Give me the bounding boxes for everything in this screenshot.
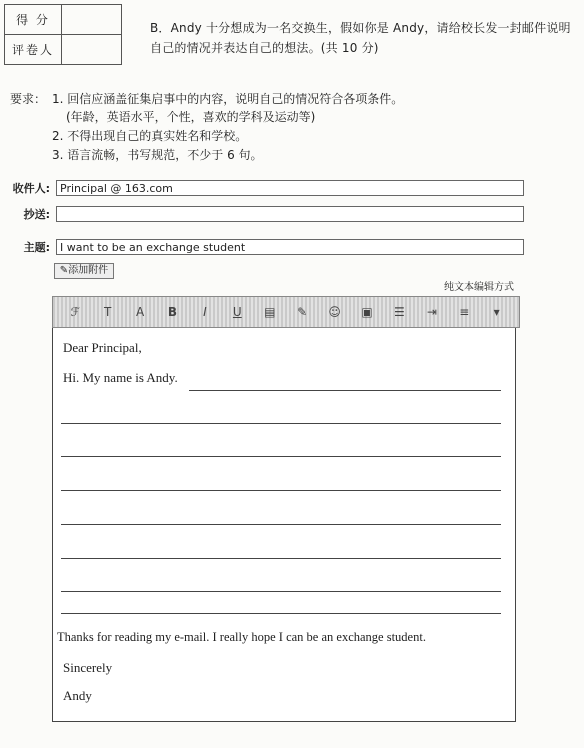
writing-line[interactable] bbox=[61, 558, 501, 559]
letter-first-line: Hi. My name is Andy. bbox=[63, 370, 178, 385]
attach-label: 添加附件 bbox=[68, 265, 109, 276]
grader-cell[interactable] bbox=[62, 35, 122, 65]
to-label: 收件人: bbox=[12, 182, 50, 195]
bold-icon[interactable]: B bbox=[167, 305, 178, 319]
font-color-icon[interactable]: A bbox=[135, 305, 145, 319]
font-icon[interactable]: ℱ bbox=[70, 305, 80, 319]
writing-line[interactable] bbox=[61, 613, 501, 614]
writing-line[interactable] bbox=[61, 490, 501, 491]
score-cell[interactable] bbox=[62, 5, 122, 35]
letter-sign-off: Sincerely bbox=[63, 660, 113, 675]
emoji-icon[interactable]: ☺ bbox=[328, 305, 341, 319]
writing-line[interactable] bbox=[61, 423, 501, 424]
subject-label: 主题: bbox=[23, 241, 50, 254]
plain-text-mode-link[interactable]: 纯文本编辑方式 bbox=[444, 282, 514, 293]
score-table bbox=[4, 4, 122, 65]
align-icon[interactable]: ≡ bbox=[459, 305, 470, 319]
cc-field[interactable] bbox=[56, 206, 524, 222]
writing-line[interactable] bbox=[61, 591, 501, 592]
writing-line[interactable] bbox=[189, 390, 501, 391]
task-instructions: B．Andy 十分想成为一名交换生，假如你是 Andy，请给校长发一封邮件说明自己的情况并表达自己的想法。(共 10 分) bbox=[150, 21, 571, 55]
highlight-icon[interactable]: ▤ bbox=[264, 305, 276, 319]
to-field[interactable]: Principal @ 163.com bbox=[56, 180, 524, 196]
score-label: 得 分 bbox=[5, 5, 62, 35]
cc-label: 抄送: bbox=[23, 208, 50, 221]
writing-line[interactable] bbox=[61, 524, 501, 525]
grader-label: 评卷人 bbox=[5, 35, 62, 65]
requirement-2: 2. 不得出现自己的真实姓名和学校。 bbox=[52, 129, 248, 143]
pen-icon[interactable]: ✎ bbox=[297, 305, 308, 319]
indent-icon[interactable]: ⇥ bbox=[426, 305, 437, 319]
font-size-icon[interactable]: T bbox=[103, 305, 112, 319]
requirements-label: 要求： bbox=[10, 92, 47, 106]
more-icon[interactable]: ▾ bbox=[493, 305, 500, 319]
italic-icon[interactable]: I bbox=[203, 305, 207, 319]
email-body-editor[interactable] bbox=[52, 328, 516, 722]
letter-signature: Andy bbox=[63, 688, 92, 703]
writing-line[interactable] bbox=[61, 456, 501, 457]
add-attachment-button[interactable] bbox=[54, 263, 114, 279]
subject-field[interactable]: I want to be an exchange student bbox=[56, 239, 524, 255]
editor-toolbar bbox=[52, 296, 520, 328]
requirement-3: 3. 语言流畅，书写规范，不少于 6 句。 bbox=[52, 148, 263, 162]
requirement-1: 1. 回信应涵盖征集启事中的内容，说明自己的情况符合各项条件。 bbox=[52, 92, 404, 106]
image-icon[interactable]: ▣ bbox=[361, 305, 373, 319]
letter-greeting: Dear Principal, bbox=[63, 340, 142, 355]
underline-icon[interactable]: U bbox=[232, 305, 242, 319]
letter-closing-line: Thanks for reading my e-mail. I really hope I can be an exchange student. bbox=[57, 630, 426, 644]
paperclip-icon: ✎ bbox=[59, 265, 69, 276]
requirement-1-detail: (年龄，英语水平，个性，喜欢的学科及运动等) bbox=[66, 110, 316, 124]
list-icon[interactable]: ☰ bbox=[394, 305, 405, 319]
